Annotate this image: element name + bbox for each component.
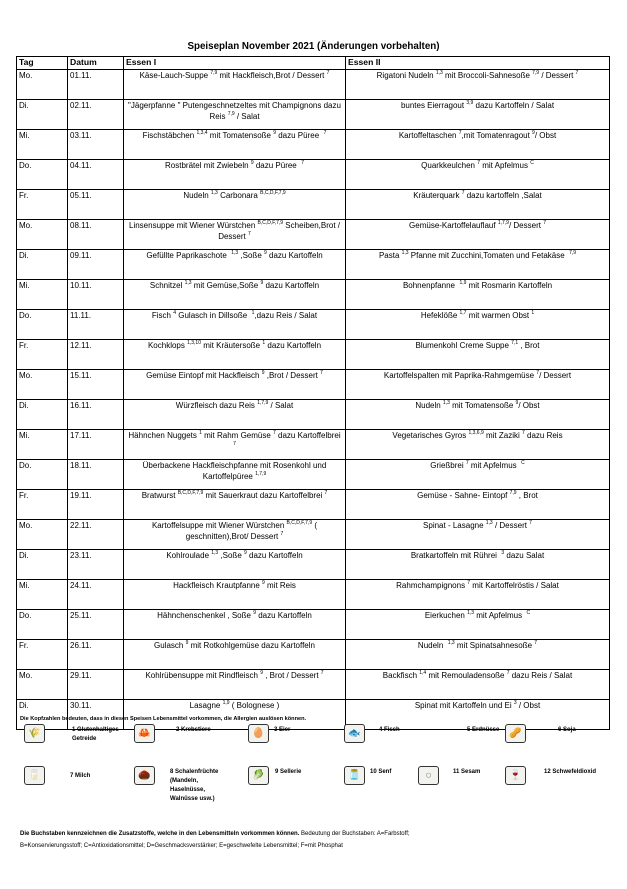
meal-1-cell: Kohlroulade $^{1,3}$ ,Soße $^9$ dazu Kartoffeln xyxy=(124,550,346,580)
meal-2-cell: Nudeln $^{1,3}$ mit Spinatsahnesoße $^7$ xyxy=(346,640,610,670)
table-row xyxy=(17,670,610,700)
date-cell: 12.11. xyxy=(68,340,124,370)
date-cell: 18.11. xyxy=(68,460,124,490)
meal-1-cell: Schnitzel $^{1,3}$ mit Gemüse,Soße $^9$ dazu Kartoffeln xyxy=(124,280,346,310)
meal-2-cell: Rahmchampignons $^7$ mit Kartoffelröstis / Salat xyxy=(346,580,610,610)
date-cell: 17.11. xyxy=(68,430,124,460)
meal-2-cell: Kartoffeltaschen $^7$,mit Tomatenragout $^9$/ Obst xyxy=(346,130,610,160)
meal-1-cell: Kohlrübensuppe mit Rindfleisch $^9$ , Brot / Dessert $^7$ xyxy=(124,670,346,700)
fish-icon: 🐟 xyxy=(344,724,365,743)
allergen-label: 3 Eier xyxy=(274,727,291,733)
peanut-icon: 🥜 xyxy=(505,724,526,743)
day-cell: Mo. xyxy=(17,670,68,700)
day-cell: Di. xyxy=(17,700,68,730)
date-cell: 23.11. xyxy=(68,550,124,580)
meal-1-cell: Nudeln $^{1,3}$ Carbonara $^{B,C,D,F,7,9}$ xyxy=(124,190,346,220)
meal-2-cell: Gemüse - Sahne- Eintopf $^{7,9}$ , Brot xyxy=(346,490,610,520)
meal-1-cell: Hackfleisch Krautpfanne $^9$ mit Reis xyxy=(124,580,346,610)
table-row xyxy=(17,400,610,430)
meal-1-cell: Rostbrätel mit Zwiebeln $^9$ dazu Püree $^7$ xyxy=(124,160,346,190)
table-row xyxy=(17,160,610,190)
sesame-icon: ◌ xyxy=(418,766,439,785)
meal-2-cell: Spinat - Lasagne $^{1,3}$ / Dessert $^7$ xyxy=(346,520,610,550)
table-row xyxy=(17,550,610,580)
column-header-datum: Datum xyxy=(68,57,124,70)
date-cell: 26.11. xyxy=(68,640,124,670)
day-cell: Di. xyxy=(17,550,68,580)
day-cell: Di. xyxy=(17,400,68,430)
day-cell: Mi. xyxy=(17,130,68,160)
meal-2-cell: Bratkartoffeln mit Rührei $^3$ dazu Salat xyxy=(346,550,610,580)
allergen-label: 4 Fisch xyxy=(379,727,400,733)
allergen-label: 8 Schalenfrüchte (Mandeln, Haselnüsse, Walnüsse usw.) xyxy=(170,769,219,802)
meal-2-cell: Pasta $^{1,3}$ Pfanne mit Zucchini,Tomaten und Fetakäse $^{7,9}$ xyxy=(346,250,610,280)
day-cell: Mo. xyxy=(17,70,68,100)
allergen-label: 2 Krebstiere xyxy=(176,727,211,733)
meal-2-cell: Gemüse-Kartoffelauflauf $^{1,7,9}$/ Dessert $^7$ xyxy=(346,220,610,250)
date-cell: 19.11. xyxy=(68,490,124,520)
date-cell: 30.11. xyxy=(68,700,124,730)
date-cell: 16.11. xyxy=(68,400,124,430)
day-cell: Fr. xyxy=(17,640,68,670)
allergen-label: 10 Senf xyxy=(370,769,392,775)
date-cell: 02.11. xyxy=(68,100,124,130)
allergen-label: 1 Glutenhaltiges Getreide xyxy=(72,727,119,742)
table-row xyxy=(17,520,610,550)
celery-icon: 🥬 xyxy=(248,766,269,785)
table-header-row xyxy=(17,57,610,70)
day-cell: Mo. xyxy=(17,370,68,400)
meal-1-cell: Fisch $^4$ Gulasch in Dillsoße $^1$,dazu Reis / Salat xyxy=(124,310,346,340)
meal-1-cell: Gefüllte Paprikaschote $^{1,3}$ ,Soße $^9$ dazu Kartoffeln xyxy=(124,250,346,280)
day-cell: Do. xyxy=(17,610,68,640)
day-cell: Di. xyxy=(17,250,68,280)
table-row xyxy=(17,640,610,670)
date-cell: 10.11. xyxy=(68,280,124,310)
meal-1-cell: Hähnchen Nuggets $^1$ mit Rahm Gemüse $^7$ dazu Kartoffelbrei $^7$ xyxy=(124,430,346,460)
meal-1-cell: Bratwurst $^{B,C,D,F,7,9}$ mit Sauerkraut dazu Kartoffelbrei $^7$ xyxy=(124,490,346,520)
date-cell: 24.11. xyxy=(68,580,124,610)
meal-2-cell: Hefeklöße $^{1,7}$ mit warmen Obst $^1$ xyxy=(346,310,610,340)
meal-1-cell: "Jägerpfanne " Putengeschnetzeltes mit Champignons dazu Reis $^{7,9}$ / Salat xyxy=(124,100,346,130)
day-cell: Fr. xyxy=(17,490,68,520)
meal-2-cell: Grießbrei $^7$ mit Apfelmus $^C$ xyxy=(346,460,610,490)
meal-1-cell: Gemüse Eintopf mit Hackfleisch $^9$ ,Brot / Dessert $^7$ xyxy=(124,370,346,400)
meal-2-cell: Spinat mit Kartoffeln und Ei $^3$ / Obst xyxy=(346,700,610,730)
table-row xyxy=(17,490,610,520)
day-cell: Mo. xyxy=(17,220,68,250)
date-cell: 08.11. xyxy=(68,220,124,250)
day-cell: Mo. xyxy=(17,520,68,550)
date-cell: 11.11. xyxy=(68,310,124,340)
date-cell: 01.11. xyxy=(68,70,124,100)
table-row xyxy=(17,310,610,340)
day-cell: Mi. xyxy=(17,280,68,310)
footer-rest-text: Bedeutung der Buchstaben: A=Farbstoff; xyxy=(299,831,410,837)
meal-2-cell: Eierkuchen $^{1,3}$ mit Apfelmus $^C$ xyxy=(346,610,610,640)
meal-1-cell: Linsensuppe mit Wiener Würstchen $^{B,C,D,F,7,9}$ Scheiben,Brot / Dessert $^7$ xyxy=(124,220,346,250)
day-cell: Fr. xyxy=(17,190,68,220)
allergen-label: 6 Soja xyxy=(558,727,576,733)
day-cell: Do. xyxy=(17,160,68,190)
meal-1-cell: Lasagne $^{1,9}$ ( Bolognese ) xyxy=(124,700,346,730)
date-cell: 22.11. xyxy=(68,520,124,550)
menu-table xyxy=(16,56,610,730)
page-title: Speiseplan November 2021 (Änderungen vorbehalten) xyxy=(187,41,440,52)
table-row xyxy=(17,340,610,370)
allergen-label: 12 Schwefeldioxid xyxy=(544,769,597,775)
meal-2-cell: Nudeln $^{1,3}$ mit Tomatensoße $^9$/ Obst xyxy=(346,400,610,430)
date-cell: 04.11. xyxy=(68,160,124,190)
meal-2-cell: Rigatoni Nudeln $^{1,3}$ mit Broccoli-Sahnesoße $^{7,9}$ / Dessert $^7$ xyxy=(346,70,610,100)
meal-1-cell: Fischstäbchen $^{1,3,4}$ mit Tomatensoße $^9$ dazu Püree $^7$ xyxy=(124,130,346,160)
day-cell: Fr. xyxy=(17,340,68,370)
column-header-tag: Tag xyxy=(17,57,68,70)
meal-1-cell: Kartoffelsuppe mit Wiener Würstchen $^{B,C,D,F,7,9}$ ( geschnitten),Brot/ Dessert $^7$ xyxy=(124,520,346,550)
meal-2-cell: Bohnenpfanne $^{1,9}$ mit Rosmarin Kartoffeln xyxy=(346,280,610,310)
table-row xyxy=(17,370,610,400)
meal-1-cell: Käse-Lauch-Suppe $^{7,9}$ mit Hackfleisch,Brot / Dessert $^7$ xyxy=(124,70,346,100)
table-row xyxy=(17,280,610,310)
date-cell: 09.11. xyxy=(68,250,124,280)
milk-icon: 🥛 xyxy=(24,766,45,785)
table-row xyxy=(17,250,610,280)
table-row xyxy=(17,580,610,610)
meal-1-cell: Gulasch $^9$ mit Rotkohlgemüse dazu Kartoffeln xyxy=(124,640,346,670)
column-header-essen-1: Essen I xyxy=(124,57,346,70)
footer-bold-text: Die Buchstaben kennzeichnen die Zusatzstoffe, welche in den Lebensmitteln vorkommen können. xyxy=(20,831,300,837)
date-cell: 05.11. xyxy=(68,190,124,220)
table-row xyxy=(17,130,610,160)
footer-note xyxy=(20,829,410,839)
grain-icon: 🌾 xyxy=(24,724,45,743)
column-header-essen-2: Essen II xyxy=(346,57,610,70)
sulfite-icon: 🍷 xyxy=(505,766,526,785)
table-row xyxy=(17,430,610,460)
egg-icon: 🥚 xyxy=(248,724,269,743)
allergen-label: 11 Sesam xyxy=(453,769,481,775)
table-row xyxy=(17,100,610,130)
meal-1-cell: Hähnchenschenkel , Soße $^9$ dazu Kartoffeln xyxy=(124,610,346,640)
allergen-legend-note: Die Kopfzahlen bedeuten, dass in diesen Speisen Lebensmittel vorkommen, die Allergien auslösen können. xyxy=(20,716,307,722)
meal-2-cell: buntes Eierragout $^{3,9}$ dazu Kartoffeln / Salat xyxy=(346,100,610,130)
table-row xyxy=(17,70,610,100)
nut-icon: 🌰 xyxy=(134,766,155,785)
meal-1-cell: Würzfleisch dazu Reis $^{1,7,9}$ / Salat xyxy=(124,400,346,430)
meal-2-cell: Quarkkeulchen $^7$ mit Apfelmus $^C$ xyxy=(346,160,610,190)
table-row xyxy=(17,190,610,220)
meal-1-cell: Kochklops $^{1,3,10}$ mit Kräutersoße $^1$ dazu Kartoffeln xyxy=(124,340,346,370)
allergen-label: 5 Erdnüsse xyxy=(467,727,500,733)
day-cell: Do. xyxy=(17,310,68,340)
allergen-label: 7 Milch xyxy=(70,773,91,779)
table-row xyxy=(17,460,610,490)
day-cell: Mi. xyxy=(17,580,68,610)
day-cell: Di. xyxy=(17,100,68,130)
table-row xyxy=(17,610,610,640)
footer-additives-line: B=Konservierungsstoff; C=Antioxidationsmittel; D=Geschmacksverstärker; E=geschwefelte Lebensmittel; F=mit Phosphat xyxy=(20,843,343,849)
day-cell: Do. xyxy=(17,460,68,490)
date-cell: 15.11. xyxy=(68,370,124,400)
meal-2-cell: Backfisch $^{1,4}$ mit Remouladensoße $^7$ dazu Reis / Salat xyxy=(346,670,610,700)
date-cell: 29.11. xyxy=(68,670,124,700)
table-row xyxy=(17,220,610,250)
crab-icon: 🦀 xyxy=(134,724,155,743)
meal-2-cell: Kräuterquark $^7$ dazu kartoffeln ,Salat xyxy=(346,190,610,220)
allergen-label: 9 Sellerie xyxy=(275,769,302,775)
meal-1-cell: Überbackene Hackfleischpfanne mit Rosenkohl und Kartoffelpüree $^{1,7,9}$ xyxy=(124,460,346,490)
meal-2-cell: Vegetarisches Gyros $^{1,3,6,9}$ mit Zaziki $^7$ dazu Reis xyxy=(346,430,610,460)
meal-2-cell: Blumenkohl Creme Suppe $^{7,1}$ , Brot xyxy=(346,340,610,370)
day-cell: Mi. xyxy=(17,430,68,460)
meal-2-cell: Kartoffelspalten mit Paprika-Rahmgemüse $^7$/ Dessert xyxy=(346,370,610,400)
date-cell: 03.11. xyxy=(68,130,124,160)
date-cell: 25.11. xyxy=(68,610,124,640)
mustard-icon: 🫙 xyxy=(344,766,365,785)
